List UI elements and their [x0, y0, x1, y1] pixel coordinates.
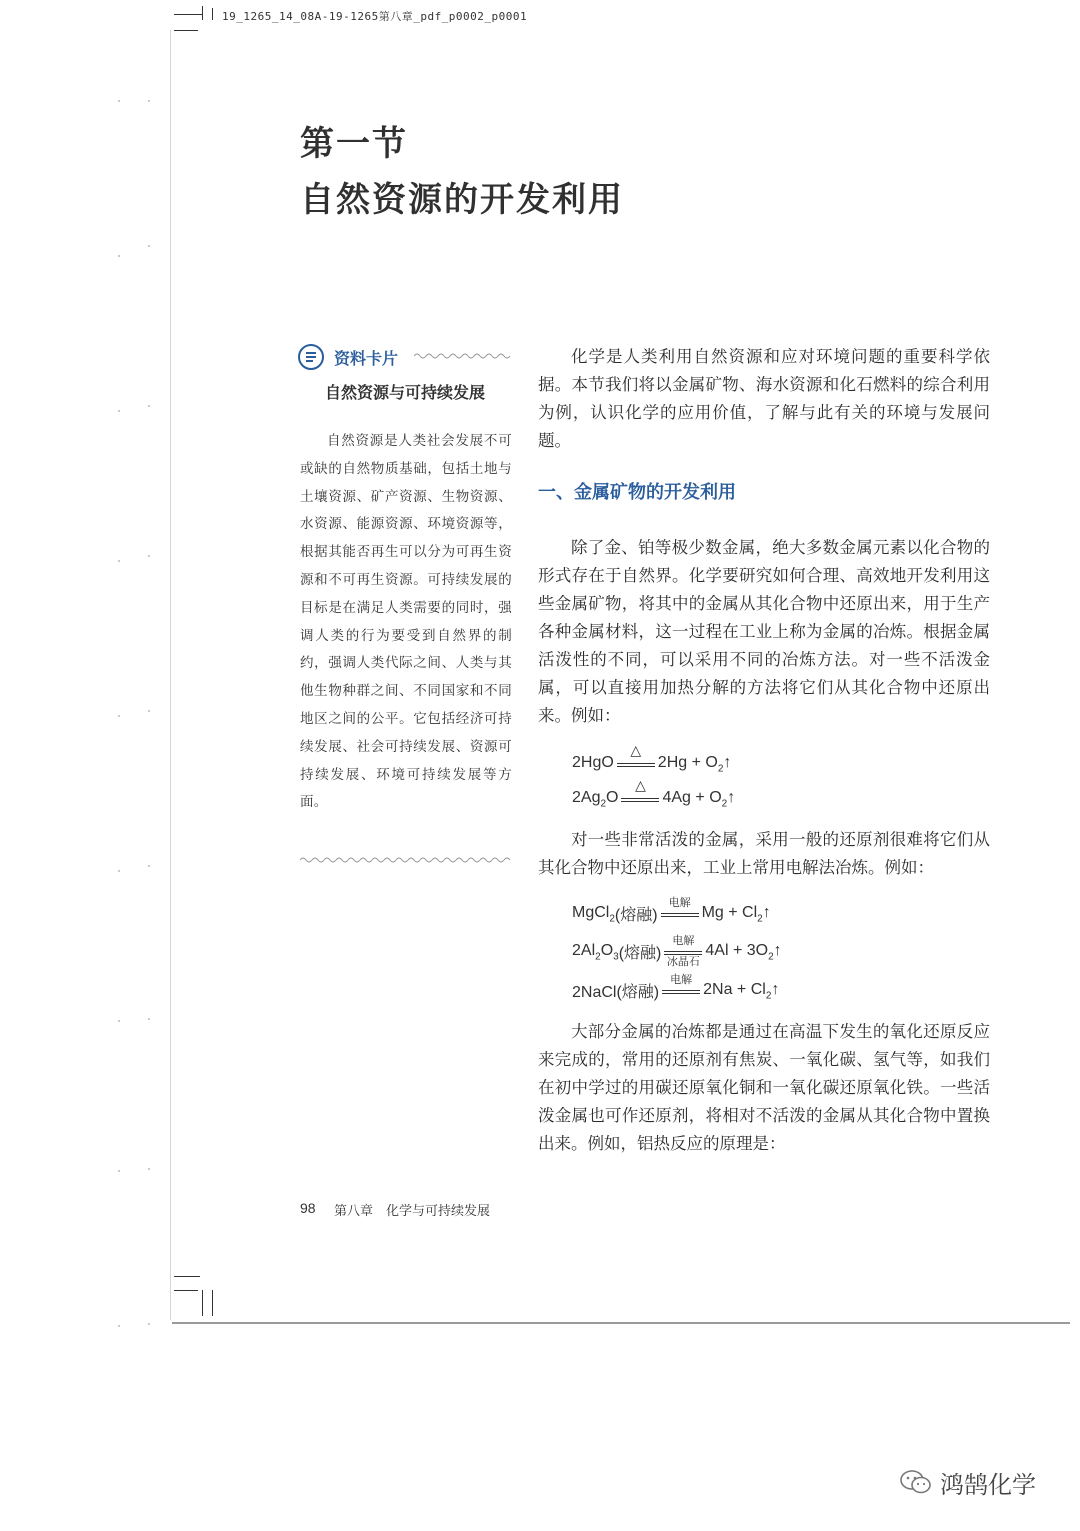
section-number-title: 第一节 [300, 124, 408, 164]
scan-dot [148, 865, 150, 867]
file-header-label: 19_1265_14_08A-19-1265第八章_pdf_p0002_p0001 [222, 10, 528, 23]
scan-dot [148, 405, 150, 407]
scan-dot [118, 715, 120, 717]
wavy-divider-bottom [300, 856, 514, 864]
scan-dot [148, 1323, 150, 1325]
chapter-footer: 第八章 化学与可持续发展 [334, 1204, 491, 1219]
crop-mark-top-v2 [212, 8, 213, 20]
scan-dot [118, 410, 120, 412]
info-card-body: 自然资源是人类社会发展不可或缺的自然物质基础，包括土地与土壤资源、矿产资源、生物资源、水资源、能源资源、环境资源等，根据其能否再生可以分为可再生资源和不可再生资源。可持续发展的目标是在满足人类需要的同时，强调人类的行为要受到自然界的制约，强调人类代际之间、人类与其他生物种群之间、不同国家和不同地区之间的公平。它包括经济可持续发展、社会可持续发展、资源可持续发展、环境可持续发展等方面。 [300, 433, 512, 811]
crop-mark-bottom-v [202, 1290, 203, 1316]
crop-mark-bottom-h [174, 1276, 200, 1277]
info-card-subtitle: 自然资源与可持续发展 [324, 383, 485, 402]
scan-dot [148, 555, 150, 557]
equation-nacl: 2NaCl(熔融) 电解 $2Na + Cl_2↑$ [572, 973, 780, 1002]
equation-hgo: 2HgO △ $2Hg + O_2↑$ [572, 743, 732, 775]
scan-dot [118, 560, 120, 562]
info-card-label: 资料卡片 [334, 349, 399, 368]
crop-mark-top-v [202, 6, 203, 20]
equation-al2o3: $2Al_2O_3$(熔融) 电解 冰晶石 $4Al + 3O_2↑$ [572, 934, 782, 968]
watermark-text: 鸿鹄化学 [940, 1471, 1036, 1499]
wechat-icon [900, 1469, 932, 1495]
scan-dot [118, 100, 120, 102]
scan-dot [118, 870, 120, 872]
scan-dot [148, 100, 150, 102]
scan-dot [148, 245, 150, 247]
page-bottom-edge [172, 1322, 1070, 1324]
page-number: 98 [300, 1200, 316, 1216]
document-list-icon [298, 344, 324, 370]
equation-mgcl2: MgCl$_2$(熔融) 电解 $Mg + Cl_2↑$ [572, 896, 771, 925]
scan-dot [118, 1020, 120, 1022]
scan-dot [118, 1325, 120, 1327]
paragraph-electrolysis: 对一些非常活泼的金属，采用一般的还原剂很难将它们从其化合物中还原出来，工业上常用电解法冶炼。例如： [538, 830, 990, 877]
crop-mark-bottom-v2 [212, 1290, 213, 1316]
crop-mark-top-h2 [174, 30, 198, 31]
wavy-divider-top [414, 352, 514, 360]
equation-ag2o: $2Ag_2O$ △ $4Ag + O_2↑$ [572, 778, 736, 810]
intro-paragraph: 化学是人类利用自然资源和应对环境问题的重要科学依据。本节我们将以金属矿物、海水资源和化石燃料的综合利用为例，认识化学的应用价值，了解与此有关的环境与发展问题。 [538, 347, 990, 450]
scan-dot [148, 710, 150, 712]
scan-dot [118, 255, 120, 257]
section-title: 自然资源的开发利用 [300, 180, 624, 220]
crop-mark-bottom-h2 [174, 1290, 198, 1291]
page-fold-line [170, 30, 171, 1320]
section-heading: 一、金属矿物的开发利用 [538, 482, 736, 503]
scan-dot [148, 1168, 150, 1170]
scan-dot [148, 1018, 150, 1020]
paragraph-metal-ores: 除了金、铂等极少数金属，绝大多数金属元素以化合物的形式存在于自然界。化学要研究如何合理、高效地开发利用这些金属矿物，将其中的金属从其化合物中还原出来，用于生产各种金属材料，这一过程在工业上称为金属的冶炼。根据金属活泼性的不同，可以采用不同的冶炼方法。对一些不活泼金属，可以直接用加热分解的方法将它们从其化合物中还原出来。例如： [538, 538, 990, 725]
scan-dot [118, 1170, 120, 1172]
crop-mark-top-h [174, 14, 202, 15]
paragraph-redox: 大部分金属的冶炼都是通过在高温下发生的氧化还原反应来完成的，常用的还原剂有焦炭、一氧化碳、氢气等，如我们在初中学过的用碳还原氧化铜和一氧化碳还原氧化铁。一些活泼金属也可作还原剂，将相对不活泼的金属从其化合物中置换出来。例如，铝热反应的原理是： [538, 1022, 990, 1153]
